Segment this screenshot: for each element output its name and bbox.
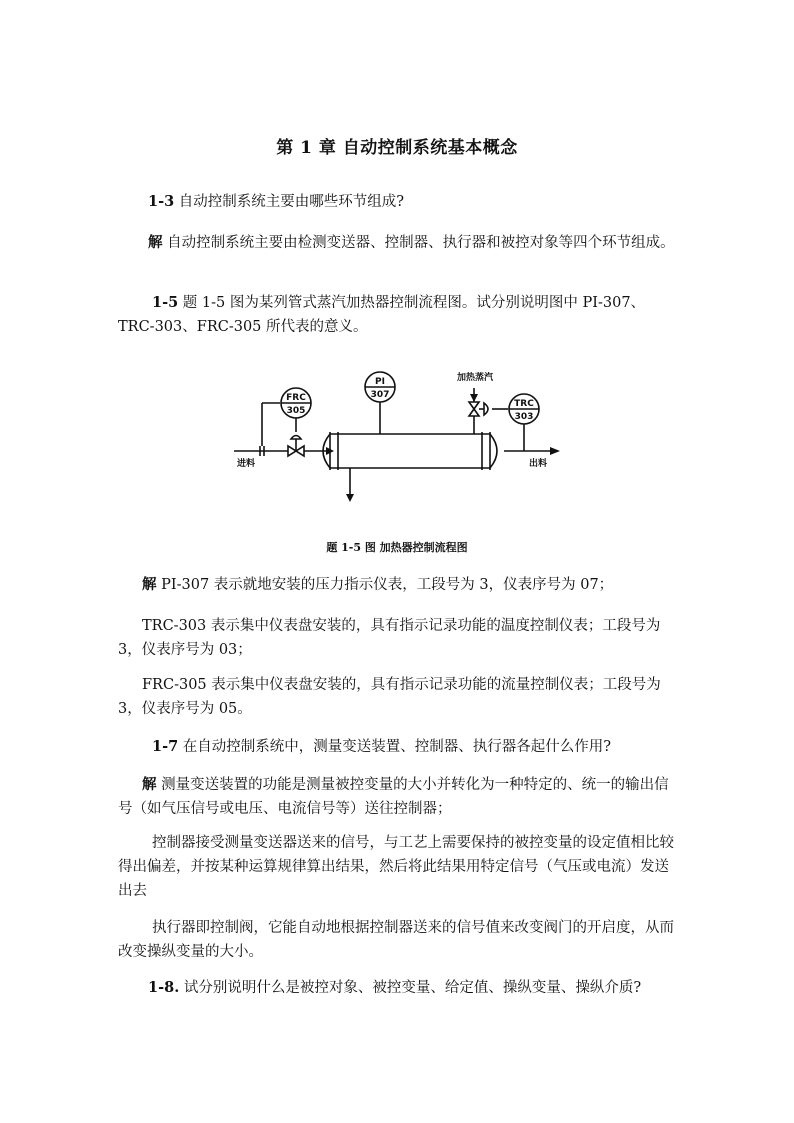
question-number: 1-5 (152, 294, 179, 311)
heater-flow-diagram (228, 366, 568, 506)
steam-label: 加热蒸汽 (456, 373, 494, 383)
answer-1-5-pi (118, 573, 680, 597)
question-text: 在自动控制系统中，测量变送装置、控制器、执行器各起什么作用? (178, 739, 612, 755)
outlet-arrow (550, 447, 560, 455)
question-number: 1-7 (152, 738, 179, 755)
question-text: 自动控制系统主要由哪些环节组成? (174, 194, 405, 210)
answer-1-3 (118, 231, 680, 255)
figure-caption: 题 1-5 图 加热器控制流程图 (326, 541, 468, 554)
question-1-8 (118, 976, 680, 1000)
pi-tag-letters: PI (375, 377, 385, 387)
steam-arrow (470, 394, 478, 402)
answer-label: 解 (142, 576, 157, 593)
inlet-label: 进料 (236, 459, 256, 469)
trc-tag-number: 303 (514, 412, 534, 422)
question-1-5 (118, 291, 680, 339)
answer-1-7-measure (118, 773, 680, 821)
question-text: 题 1-5 图为某列管式蒸汽加热器控制流程图。试分别说明图中 PI-307、TRC-303、FRC-305 所代表的意义。 (118, 295, 646, 335)
pi-tag-number: 307 (370, 390, 390, 400)
steam-valve-actuator (484, 403, 488, 415)
diagram-svg (228, 366, 568, 506)
frc-tag-letters: FRC (286, 393, 306, 403)
question-1-3 (118, 190, 680, 214)
valve-actuator (291, 436, 301, 440)
arrows (326, 394, 560, 502)
answer-1-5-frc: FRC-305 表示集中仪表盘安装的，具有指示记录功能的流量控制仪表；工段号为 3，仪表序号为 05。 (118, 677, 661, 717)
answer-1-7-controller: 控制器接受测量变送器送来的信号，与工艺上需要保持的被控变量的设定值相比较得出偏差，并按某种运算规律算出结果，然后将此结果用特定信号（气压或电流）发送出去 (118, 835, 674, 899)
question-1-7 (118, 735, 680, 759)
vessel-right-head (490, 434, 497, 468)
question-number: 1-3 (148, 193, 175, 210)
trc-tag-letters: TRC (514, 399, 534, 409)
question-text: 试分别说明什么是被控对象、被控变量、给定值、操纵变量、操纵介质? (179, 980, 642, 996)
answer-label: 解 (142, 776, 157, 793)
answer-text: 自动控制系统主要由检测变送器、控制器、执行器和被控对象等四个环节组成。 (162, 235, 675, 251)
chapter-title: 第 1 章 自动控制系统基本概念 (276, 138, 518, 158)
question-number: 1-8. (148, 979, 180, 996)
answer-1-7-actuator: 执行器即控制阀，它能自动地根据控制器送来的信号值来改变阀门的开启度，从而改变操纵变量的大小。 (118, 920, 674, 960)
steam-control-valve (469, 402, 479, 416)
drain-arrow (346, 494, 354, 502)
answer-text: PI-307 表示就地安装的压力指示仪表，工段号为 3，仪表序号为 07； (156, 577, 614, 593)
frc-tag-number: 305 (286, 406, 306, 416)
answer-1-5-trc: TRC-303 表示集中仪表盘安装的，具有指示记录功能的温度控制仪表；工段号为 3，仪表序号为 03； (118, 618, 661, 658)
outlet-label: 出料 (528, 459, 548, 469)
answer-label: 解 (148, 234, 163, 251)
answer-text: 测量变送装置的功能是测量被控变量的大小并转化为一种特定的、统一的输出信号（如气压信号或电压、电流信号等）送往控制器； (118, 777, 669, 817)
